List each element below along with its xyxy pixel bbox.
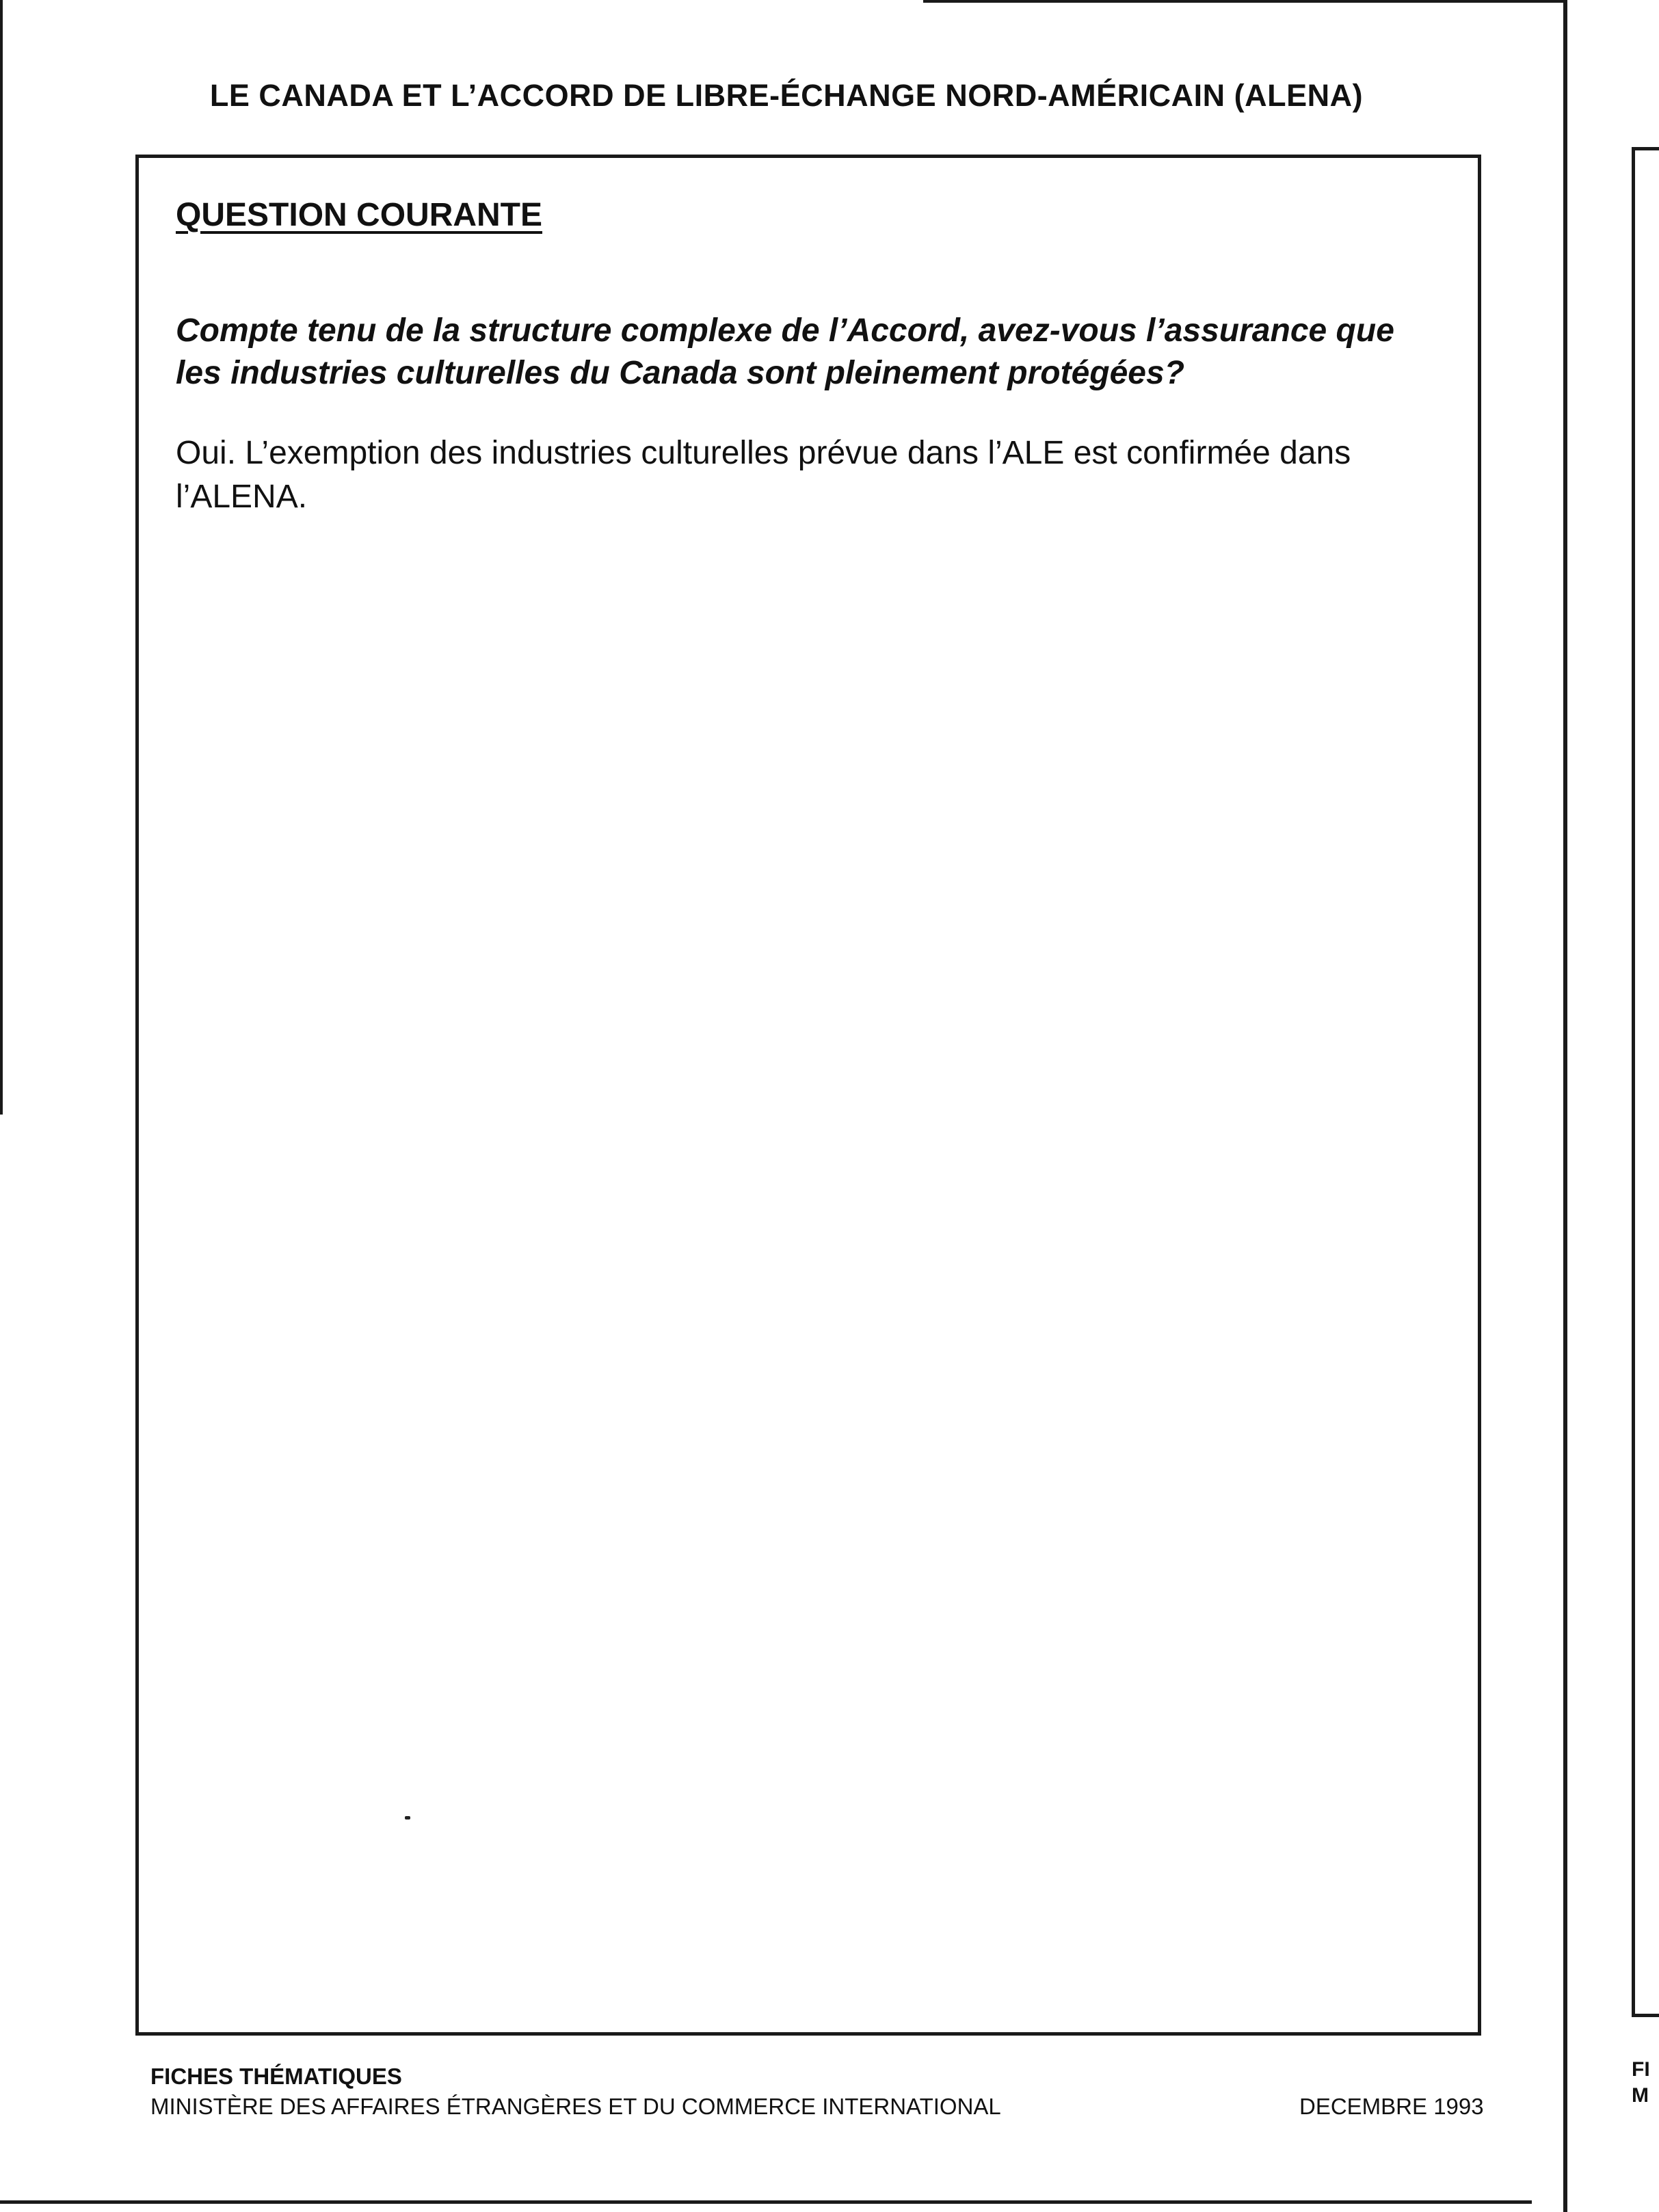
adjacent-page-box-edge [1632, 147, 1659, 2017]
scan-speck [405, 1816, 410, 1820]
scan-edge-top [923, 0, 1566, 3]
adjacent-page-footer-line-1: FI [1632, 2058, 1650, 2081]
answer-text: Oui. L’exemption des industries culturelles prévue dans l’ALE est confirmée dans l’ALENA. [176, 435, 1351, 515]
page-divider [1563, 0, 1567, 2212]
adjacent-page-footer [1632, 2057, 1659, 2109]
content-box [135, 155, 1481, 2036]
footer-ministry: MINISTÈRE DES AFFAIRES ÉTRANGÈRES ET DU COMMERCE INTERNATIONAL [150, 2094, 1001, 2119]
document-title: LE CANADA ET L’ACCORD DE LIBRE-ÉCHANGE NORD-AMÉRICAIN (ALENA) [209, 78, 1364, 113]
question-text: Compte tenu de la structure complexe de l’Accord, avez-vous l’assurance que les industries culturelles du Canada sont pleinement protégées? [176, 312, 1394, 391]
section-heading: QUESTION COURANTE [176, 197, 543, 233]
footer-series: FICHES THÉMATIQUES [150, 2064, 402, 2089]
footer-date: DECEMBRE 1993 [1299, 2094, 1484, 2119]
adjacent-page-footer-line-2: M [1632, 2084, 1649, 2107]
scan-edge-left [0, 0, 3, 1115]
scan-edge-bottom [0, 2200, 1532, 2204]
